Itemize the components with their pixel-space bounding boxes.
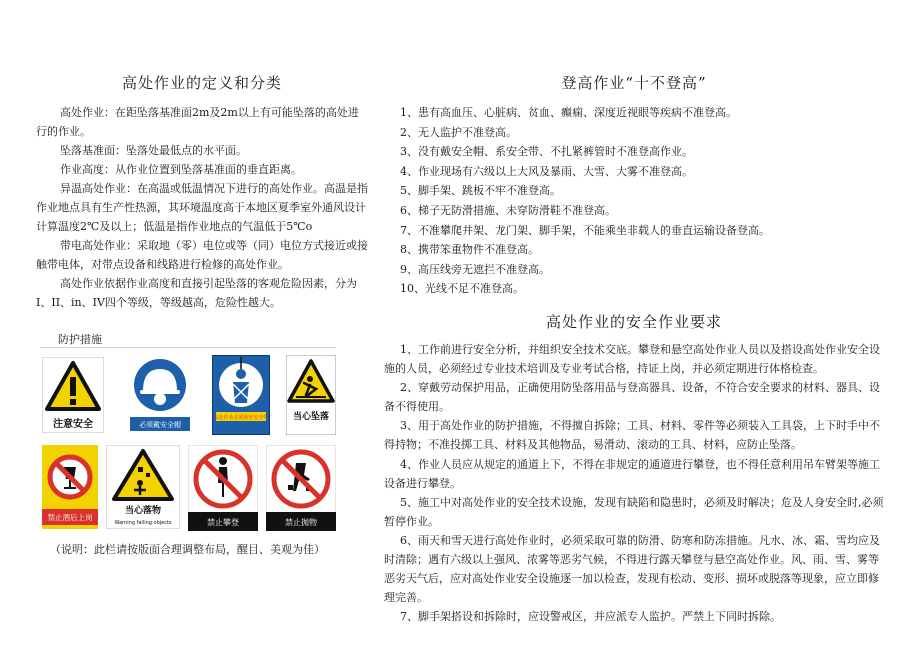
definition-paragraph: 高处作业：在距坠落基准面2m及2m以上有可能坠落的高处进行的作业。 — [36, 106, 359, 138]
list-item: 7、不准攀爬井架、龙门架、脚手架，不能乘坐非载人的垂直运输设备登高。 — [400, 223, 770, 237]
sign-text: 禁止攀登 — [207, 518, 239, 527]
sign-text: 必须戴安全帽 — [139, 421, 181, 429]
definition-paragraph: 作业高度：从作业位置到坠落基准面的垂直距离。 — [60, 163, 302, 176]
definition-paragraph: 带电高处作业：采取地（零）电位或等（同）电位方式接近或接触带电体，对带点设备和线路进行检修的高处作业。 — [36, 239, 368, 271]
list-item: 2、无人监护不准登高。 — [400, 125, 517, 139]
layout-note: （说明：此栏请按版面合理调整布局，醒目、美观为佳） — [50, 543, 325, 556]
sign-no-throwing — [266, 445, 336, 531]
left-column — [36, 72, 368, 312]
list-item: 1、患有高血压、心脏病、贫血、癫痫、深度近视眼等疾病不准登高。 — [400, 106, 737, 119]
list-item: 5、脚手架、跳板不牢不准登高。 — [400, 184, 561, 198]
list-item: 3、没有戴安全帽、系安全带、不扎紧裤管时不准登高作业。 — [400, 145, 693, 159]
safety-requirements-title: 高处作业的安全作业要求 — [545, 312, 722, 331]
requirement-paragraph: 7、脚手架搭设和拆除时，应设警戒区，并应派专人监护。严禁上下同时拆除。 — [400, 610, 781, 624]
sign-text: 当心落物 — [124, 506, 162, 516]
list-item: 9、高压线旁无遮拦不准登高。 — [400, 262, 550, 276]
sign-helmet — [126, 355, 194, 433]
sign-caution — [42, 357, 104, 433]
requirement-paragraph: 6、雨天和雪天进行高处作业时，必须采取可靠的防滑、防寒和防冻措施。凡水、冰、霜、雪均应及时清除；遇有六级以上强风、浓雾等恶劣气候，不得进行露天攀登与悬空高处作业。风、雨、雪、雾等恶劣天气后，应对高处作业安全设施逐一加以检查，发现有松动、变形、损坏或脱落等现象，应立即修理完善。 — [384, 533, 880, 605]
definition-paragraph: 坠落基准面：坠落处最低点的水平面。 — [60, 144, 247, 157]
sign-text: 禁止酒后上岗 — [47, 513, 93, 522]
sign-harness — [212, 355, 270, 435]
sign-no-climbing — [188, 445, 258, 531]
sign-falling-objects — [106, 445, 180, 529]
requirement-paragraph: 5、施工中对高处作业的安全技术设施，发现有缺陷和隐患时，必须及时解决；危及人身安全时,必须暂停作业。 — [384, 495, 884, 528]
list-item: 10、光线不足不准登高。 — [400, 282, 524, 296]
requirement-paragraph: 1、工作前进行安全分析，并组织安全技术交底。攀登和悬空高处作业人员以及搭设高处作业安全设施的人员，必须经过专业技术培训及专业考试合格，持证上岗，并必须定期进行体格检查。 — [384, 342, 880, 376]
sign-text: 注意安全 — [53, 419, 93, 430]
protection-measures-label: 防护措施 — [58, 333, 102, 346]
sign-no-drinking — [42, 445, 98, 529]
definition-paragraph: 高处作业依据作业高度和直接引起坠落的客观危险因素，分为I、II、in、IV四个等级，等级越高，危险性越大。 — [36, 277, 357, 309]
definition-title: 高处作业的定义和分类 — [121, 74, 282, 92]
requirement-paragraph: 2、穿戴劳动保护用品，正确使用防坠落用品与登高器具、设备，不符合安全要求的材料、器具、设备不得使用。 — [384, 381, 880, 414]
list-item: 6、梯子无防滑措施、未穿防滑鞋不准登高。 — [400, 203, 616, 217]
right-column — [384, 72, 884, 626]
ten-rules-list — [400, 103, 884, 299]
sign-text: 高处作业必须系好安全带 — [213, 415, 269, 421]
sign-text: 禁止抛物 — [285, 518, 317, 527]
sign-text: 当心坠落 — [292, 412, 330, 422]
sign-fall — [286, 355, 336, 435]
divider — [40, 347, 336, 348]
ten-rules-title: 登高作业“十不登高” — [561, 74, 707, 92]
list-item: 8、携带笨重物件不准登高。 — [400, 243, 539, 257]
requirement-paragraph: 4、作业人员应从规定的通道上下，不得在非规定的通道进行攀登，也不得任意利用吊车臂架等施工设备进行攀登。 — [384, 457, 880, 490]
definition-paragraph: 异温高处作业：在高温或低温情况下进行的高处作业。高温是指作业地点具有生产性热源，其环境温度高于本地区夏季室外通风设计计算温度2℃及以上；低温是指作业地点的气温低于5℃o — [36, 182, 368, 233]
list-item: 4、作业现场有六级以上大风及暴雨、大雪、大雾不准登高。 — [400, 164, 693, 178]
safety-signs-panel — [40, 347, 336, 535]
requirement-paragraph: 3、用于高处作业的防护措施，不得擅自拆除；工具、材料、零件等必须装入工具袋，上下时手中不得持物；不准投掷工具、材料及其他物品，易滑动、滚动的工具、材料，应防止坠落。 — [384, 419, 880, 452]
sign-subtext: Warning falling objects — [114, 520, 172, 526]
